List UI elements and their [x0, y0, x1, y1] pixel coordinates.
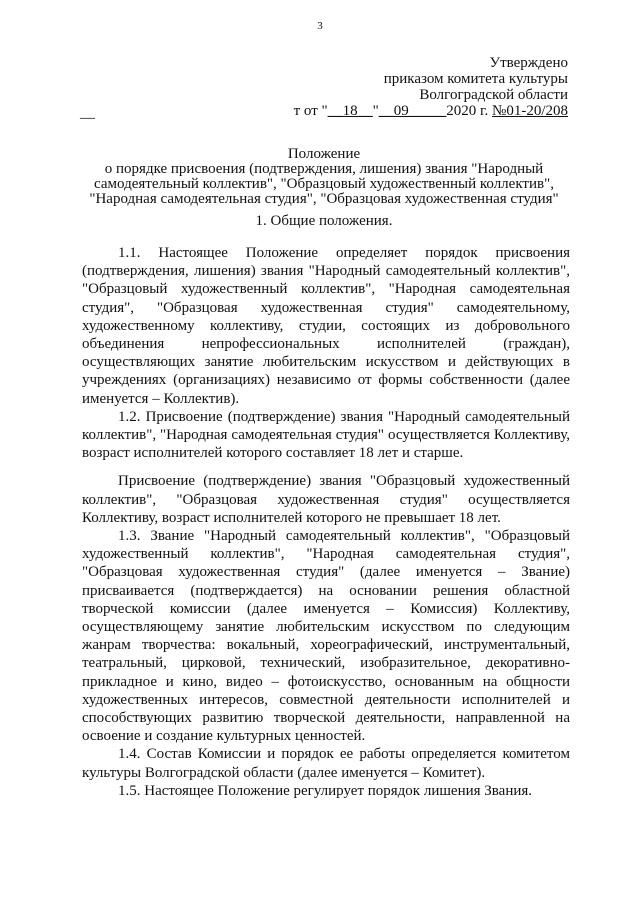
page-number: 3	[317, 20, 323, 32]
date-day: __18__	[327, 103, 373, 119]
approval-date-line	[294, 103, 568, 119]
date-prefix: т от "	[293, 103, 328, 119]
paragraph-1-4: 1.4. Состав Комиссии и порядок ее работы определяется комитетом культуры Волгоградской области (далее именуется – Комитет).	[82, 746, 570, 781]
title-line-1: Положение	[287, 146, 361, 162]
document-title	[74, 147, 574, 207]
paragraph-1-2: 1.2. Присвоение (подтверждение) звания "Народный самодеятельный коллектив", "Народная самодеятельная студия" осуществляется Коллективу, возраст исполнителей которого составляет 18 лет и старше.	[82, 408, 570, 462]
date-month: __09_____	[378, 103, 447, 119]
document-body	[82, 244, 570, 800]
paragraph-1-5: 1.5. Настоящее Положение регулирует порядок лишения Звания.	[118, 782, 533, 799]
section-heading: 1. Общие положения.	[255, 213, 393, 229]
margin-dash: —	[80, 110, 95, 126]
paragraph-1-3: 1.3. Звание "Народный самодеятельный коллектив", "Образцовый художественный коллектив", "Народная самодеятельная студия", "Образцовая художественная студия" (далее именуется – Звание) присваивается (подтверждается) на основании решения областной творческой комиссии (далее именуется – Комиссия) Коллективу, осуществляющему занятие любительским искусством по следующим жанрам творчества: вокальный, хореографический, инструментальный, театральный, цирковой, технический, изобразительное, декоративно-прикладное и кино, видео – фотоискусство, основанным на общности художественных интересов, совместной деятельности исполнителей и способствующих развитию творческой деятельности, направленной на освоение и создание культурных ценностей.	[82, 528, 570, 745]
date-year: 2020 г.	[446, 103, 493, 119]
title-line-2: о порядке присвоения (подтверждения, лишения) звания "Народный	[104, 161, 544, 177]
title-line-3: самодеятельный коллектив", "Образцовый художественный коллектив",	[94, 176, 554, 192]
approval-heading: Утверждено	[489, 55, 568, 71]
title-line-4: "Народная самодеятельная студия", "Образцовая художественная студия"	[89, 191, 559, 207]
approval-block	[294, 55, 568, 119]
paragraph-1-2-cont: Присвоение (подтверждение) звания "Образцовый художественный коллектив", "Образцовая художественная студия" осуществляется Коллективу, возраст исполнителей которого не превышает 18 лет.	[82, 473, 570, 526]
order-number: №01-20/208	[492, 103, 568, 119]
paragraph-1-1: 1.1. Настоящее Положение определяет порядок присвоения (подтверждения, лишения) звания "Народный самодеятельный коллектив", "Образцовый художественный коллектив", "Народная самодеятельная студия", "Образцовая художественная студия" самодеятельному, художественному коллективу, студии, состоящих из добровольного объединения непрофессиональных исполнителей (граждан), осуществляющих занятие любительским искусством и действующих в учреждениях (организациях) независимо от формы собственности (далее именуется – Коллектив).	[82, 245, 570, 407]
approval-order-line: приказом комитета культуры	[383, 71, 568, 87]
approval-region-line: Волгоградской области	[419, 87, 568, 103]
date-mid: "	[372, 103, 379, 119]
